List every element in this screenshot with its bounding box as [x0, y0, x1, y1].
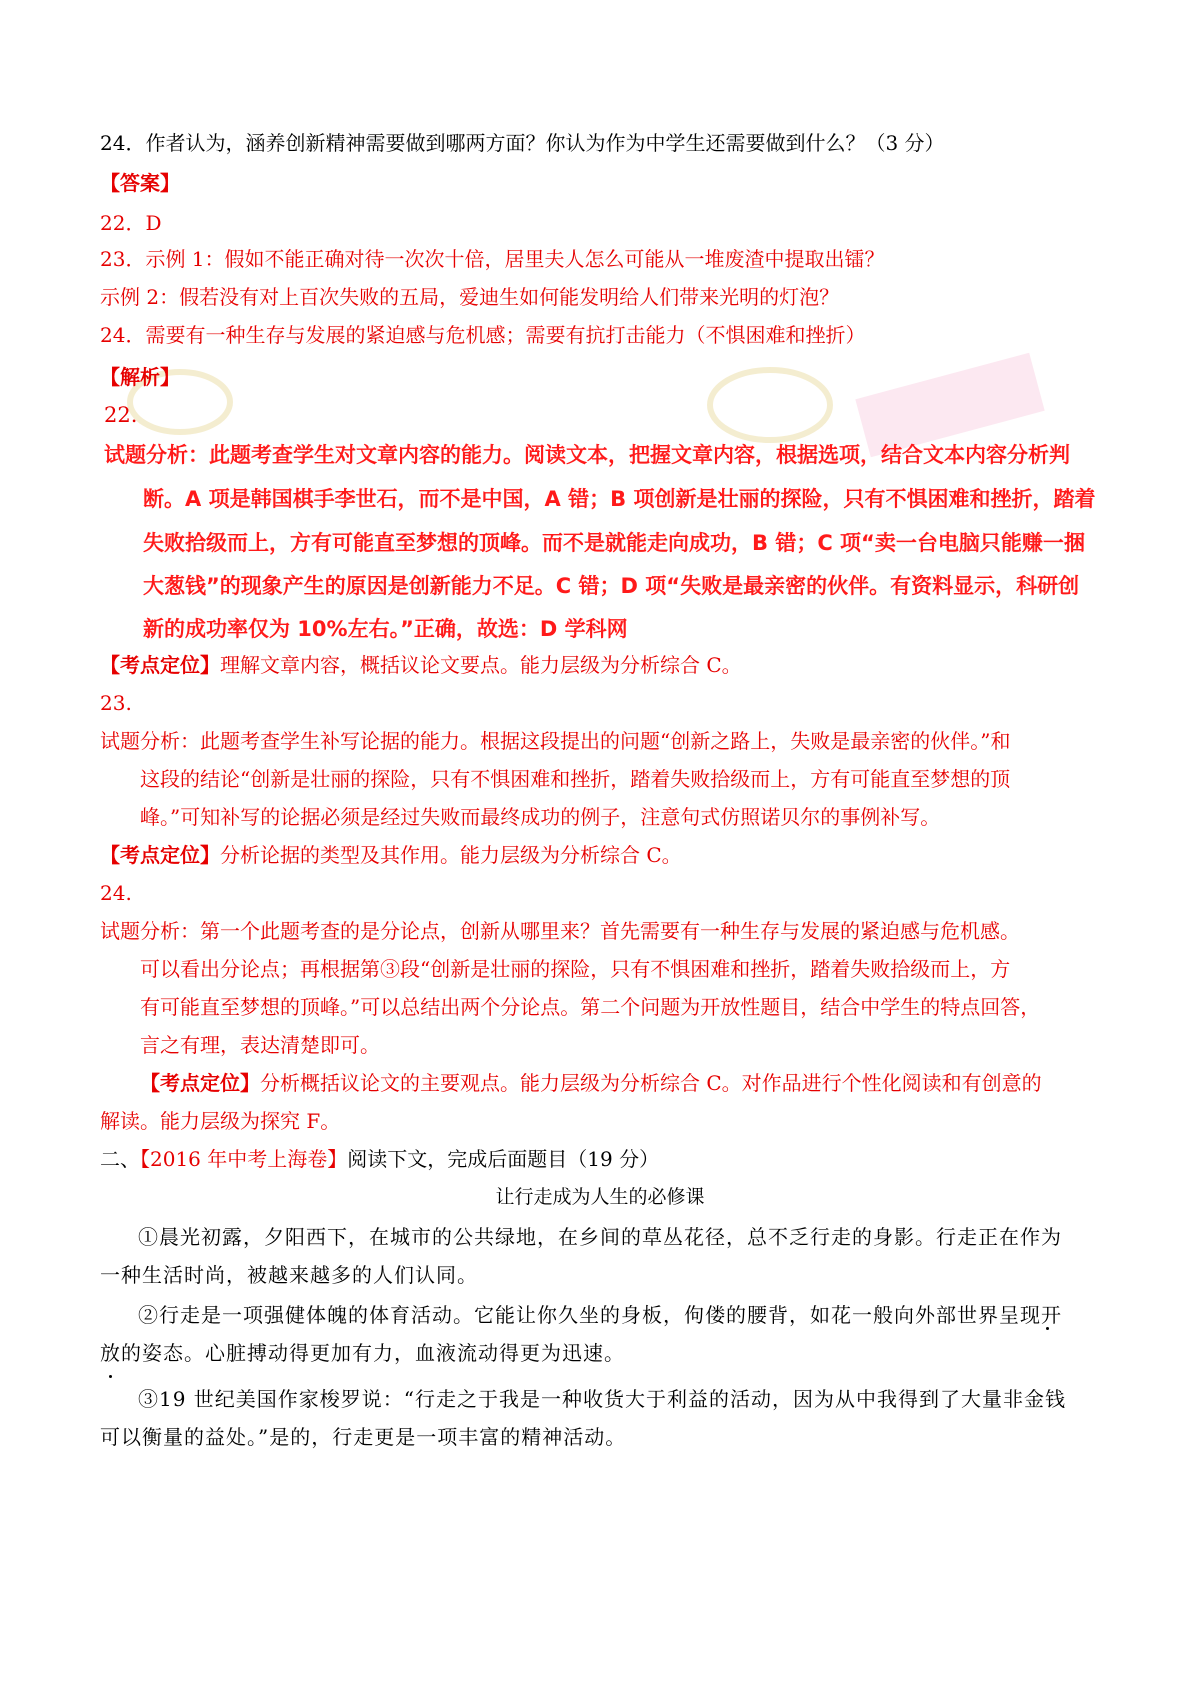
analysis-22-line: 失败拾级而上，方有可能直至梦想的顶峰。而不是就能走向成功，B 错；C 项“卖一台电脑只能赚一捆: [143, 531, 1085, 555]
analysis-24-line: 有可能直至梦想的顶峰。”可以总结出两个分论点。第二个问题为开放性题目，结合中学生的特点回答，: [140, 995, 1041, 1019]
analysis-24-line: 言之有理，表达清楚即可。: [140, 1033, 380, 1057]
analysis-22-keypoint: [100, 650, 742, 680]
analysis-24-keypoint: [140, 1068, 1042, 1098]
analysis-23-line: 试题分析：此题考查学生补写论据的能力。根据这段提出的问题“创新之路上，失败是最亲密的伙伴。”和: [100, 729, 1011, 753]
keypoint-label: 【考点定位】: [100, 843, 220, 867]
section-instruction: 阅读下文，完成后面题目（19 分）: [347, 1147, 660, 1171]
keypoint-label: 【考点定位】: [100, 653, 220, 677]
emphasis-dot: [109, 1375, 112, 1378]
essay-title: 让行走成为人生的必修课: [495, 1186, 705, 1208]
analysis-24-number: 24.: [100, 881, 132, 905]
essay-paragraph-2-cont: 放的姿态。心脏搏动得更加有力，血液流动得更为迅速。: [100, 1341, 625, 1365]
keypoint-text: 理解文章内容，概括议论文要点。能力层级为分析综合 C。: [220, 653, 742, 677]
keypoint-label: 【考点定位】: [140, 1071, 260, 1095]
analysis-22-line: 大葱钱”的现象产生的原因是创新能力不足。C 错；D 项“失败是最亲密的伙伴。有资料显示，科研创: [143, 574, 1080, 598]
essay-paragraph-3: ③19 世纪美国作家梭罗说：“行走之于我是一种收货大于利益的活动，因为从中我得到了大量非金钱: [138, 1387, 1067, 1411]
analysis-22-number: 22.: [104, 403, 138, 427]
essay-paragraph-2: ②行走是一项强健体魄的体育活动。它能让你久坐的身板，佝偻的腰背，如花一般向外部世界呈现开: [138, 1303, 1062, 1327]
answer-23-example-1: 23．示例 1：假如不能正确对待一次次十倍，居里夫人怎么可能从一堆废渣中提取出镭？: [100, 247, 885, 271]
analysis-24-line: 试题分析：第一个此题考查的是分论点，创新从哪里来？首先需要有一种生存与发展的紧迫感与危机感。: [100, 919, 1020, 943]
analysis-23-line: 这段的结论“创新是壮丽的探险，只有不惧困难和挫折，踏着失败拾级而上，方有可能直至梦想的顶: [140, 767, 1011, 791]
analysis-23-number: 23.: [100, 691, 132, 715]
section-number: 二、: [100, 1147, 140, 1171]
essay-paragraph-1: ①晨光初露，夕阳西下，在城市的公共绿地，在乡间的草丛花径，总不乏行走的身影。行走正在作为: [138, 1225, 1062, 1249]
analysis-24-keypoint-cont: 解读。能力层级为探究 F。: [100, 1109, 341, 1133]
answer-header: 【答案】: [100, 171, 180, 195]
analysis-header: 【解析】: [100, 365, 180, 389]
analysis-23-line: 峰。”可知补写的论据必须是经过失败而最终成功的例子，注意句式仿照诺贝尔的事例补写。: [140, 805, 941, 829]
section-source: 【2016 年中考上海卷】: [140, 1147, 348, 1171]
analysis-22-line: 断。A 项是韩国棋手李世石，而不是中国，A 错；B 项创新是壮丽的探险，只有不惧困难和挫折，踏着: [143, 487, 1096, 511]
analysis-24-line: 可以看出分论点；再根据第③段“创新是壮丽的探险，只有不惧困难和挫折，踏着失败拾级而上，方: [140, 957, 1011, 981]
analysis-23-keypoint: [100, 840, 682, 870]
answer-23-example-2: 示例 2：假若没有对上百次失败的五局，爱迪生如何能发明给人们带来光明的灯泡？: [100, 285, 840, 309]
section-2-heading: [100, 1144, 659, 1174]
question-24: 24．作者认为，涵养创新精神需要做到哪两方面？你认为作为中学生还需要做到什么？（3 分）: [100, 131, 945, 155]
keypoint-text: 分析概括议论文的主要观点。能力层级为分析综合 C。对作品进行个性化阅读和有创意的: [260, 1071, 1042, 1095]
analysis-22-line: 新的成功率仅为 10%左右。”正确，故选：D 学科网: [143, 617, 628, 641]
answer-22: 22．D: [100, 211, 162, 235]
emphasis-dot: [1046, 1327, 1049, 1330]
answer-24: 24．需要有一种生存与发展的紧迫感与危机感；需要有抗打击能力（不惧困难和挫折）: [100, 323, 866, 347]
essay-paragraph-1-cont: 一种生活时尚，被越来越多的人们认同。: [100, 1263, 478, 1287]
analysis-22-line: 试题分析：此题考查学生对文章内容的能力。阅读文本，把握文章内容，根据选项，结合文本内容分析判: [104, 443, 1070, 467]
essay-paragraph-3-cont: 可以衡量的益处。”是的，行走更是一项丰富的精神活动。: [100, 1425, 627, 1449]
keypoint-text: 分析论据的类型及其作用。能力层级为分析综合 C。: [220, 843, 682, 867]
